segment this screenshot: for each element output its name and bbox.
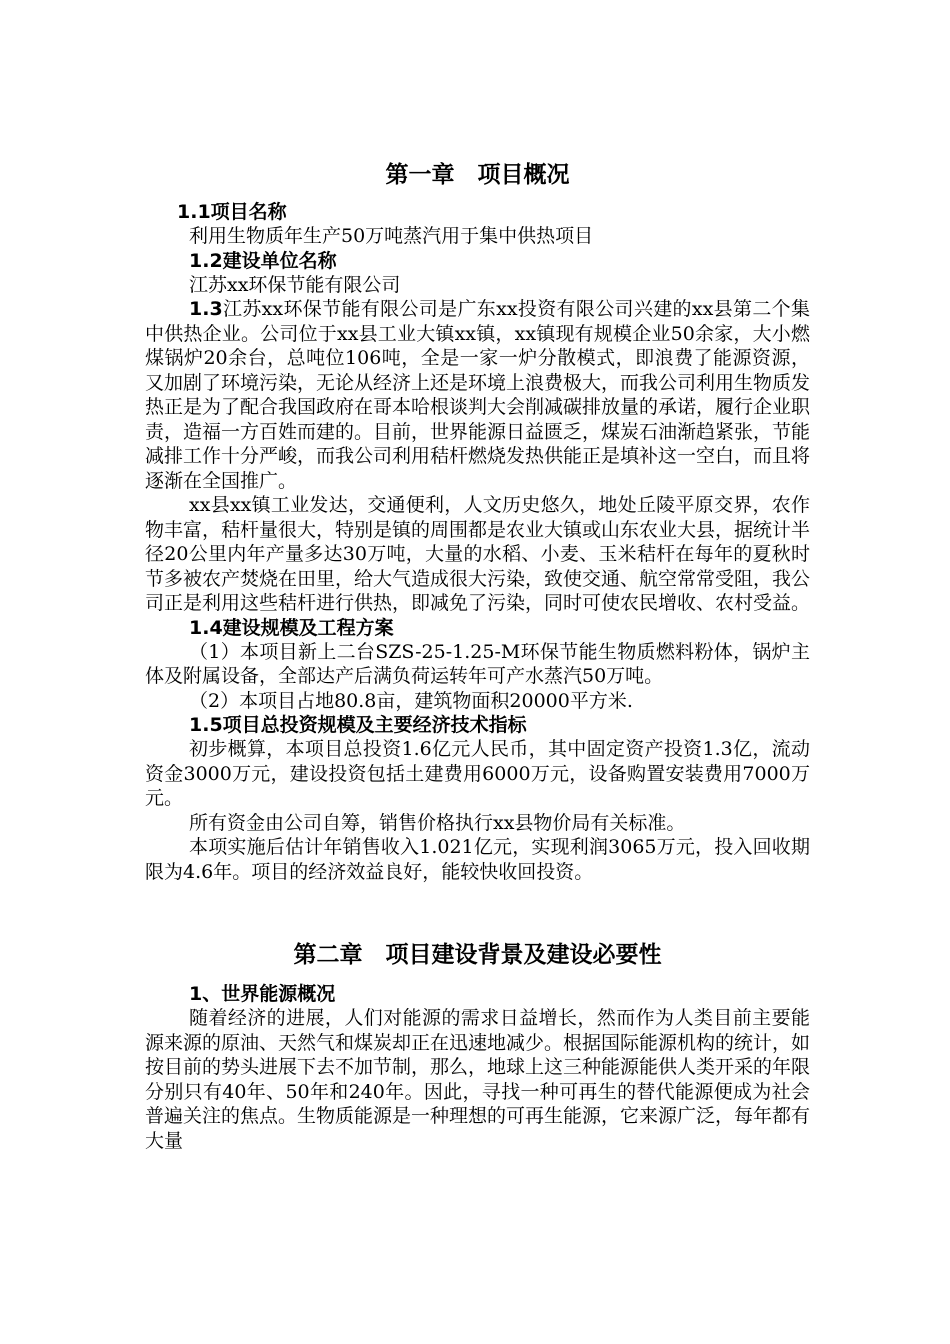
section-2-1-text: 随着经济的进展，人们对能源的需求日益增长，然而作为人类目前主要能源来源的原油、天然气和煤炭却正在迅速地减少。根据国际能源机构的统计，如按目前的势头进展下去不加节制，那么，地球上这三种能源能供人类开采的年限分别只有40年、50年和240年。因此，寻找一种可再生的替代能源便成为社会普遍关注的焦点。生物质能源是一种理想的可再生能源，它来源广泛，每年都有大量 (145, 1007, 811, 1152)
section-1-3-paragraph (145, 297, 810, 493)
section-1-4-item-1: （1）本项目新上二台SZS-25-1.25-M环保节能生物质燃料粉体，锅炉主体及附属设备，全部达产后满负荷运转年可产水蒸汽50万吨。 (145, 640, 810, 687)
section-1-2-text: 江苏xx环保节能有限公司 (189, 273, 401, 296)
section-1-3-text-2: xx县xx镇工业发达，交通便利，人文历史悠久，地处丘陵平原交界，农作物丰富，秸杆量很大，特别是镇的周围都是农业大镇或山东农业大县，据统计半径20公里内年产量多达30万吨，大量的水稻、小麦、玉米秸杆在每年的夏秋时节多被农产焚烧在田里，给大气造成很大污染，致使交通、航空常常受阻，我公司正是利用这些秸杆进行供热，即减免了污染，同时可使农民增收、农村受益。 (145, 494, 811, 614)
section-1-4-heading: 1.4建设规模及工程方案 (189, 616, 394, 639)
section-1-5-text-3: 本项实施后估计年销售收入1.021亿元，实现利润3065万元，投入回收期限为4.6年。项目的经济效益良好，能较快收回投资。 (145, 836, 810, 883)
chapter-2-title: 第二章 项目建设背景及建设必要性 (293, 942, 662, 968)
section-1-3-number: 1.3 (189, 298, 223, 320)
section-1-4-item-2: （2）本项目占地80.8亩，建筑物面积20000平方米. (189, 689, 633, 712)
section-1-2-heading: 1.2建设单位名称 (189, 249, 337, 272)
section-1-1-heading: 1.1项目名称 (177, 201, 287, 223)
section-1-5-heading: 1.5项目总投资规模及主要经济技术指标 (189, 714, 527, 736)
document-body (145, 160, 810, 1153)
section-1-1-text: 利用生物质年生产50万吨蒸汽用于集中供热项目 (189, 225, 594, 247)
section-1-5-text-2: 所有资金由公司自筹，销售价格执行xx县物价局有关标准。 (189, 811, 686, 834)
section-2-1-heading: 1、世界能源概况 (189, 983, 336, 1005)
section-1-5-text-1: 初步概算，本项目总投资1.6亿元人民币，其中固定资产投资1.3亿，流动资金3000万元，建设投资包括土建费用6000万元，设备购置安装费用7000万元。 (145, 738, 810, 809)
chapter-1-title: 第一章 项目概况 (385, 162, 570, 188)
section-1-3-text: 江苏xx环保节能有限公司是广东xx投资有限公司兴建的xx县第二个集中供热企业。公司位于xx县工业大镇xx镇，xx镇现有规模企业50余家，大小燃煤锅炉20余台，总吨位106吨，全是一家一炉分散模式，即浪费了能源资源，又加剧了环境污染，无论从经济上还是环境上浪费极大，而我公司利用生物质发热正是为了配合我国政府在哥本哈根谈判大会削减碳排放量的承诺，履行企业职责，造福一方百姓而建的。目前，世界能源日益匮乏，煤炭石油渐趋紧张，节能减排工作十分严峻，而我公司利用秸杆燃烧发热供能正是填补这一空白，而且将逐渐在全国推广。 (145, 298, 811, 492)
